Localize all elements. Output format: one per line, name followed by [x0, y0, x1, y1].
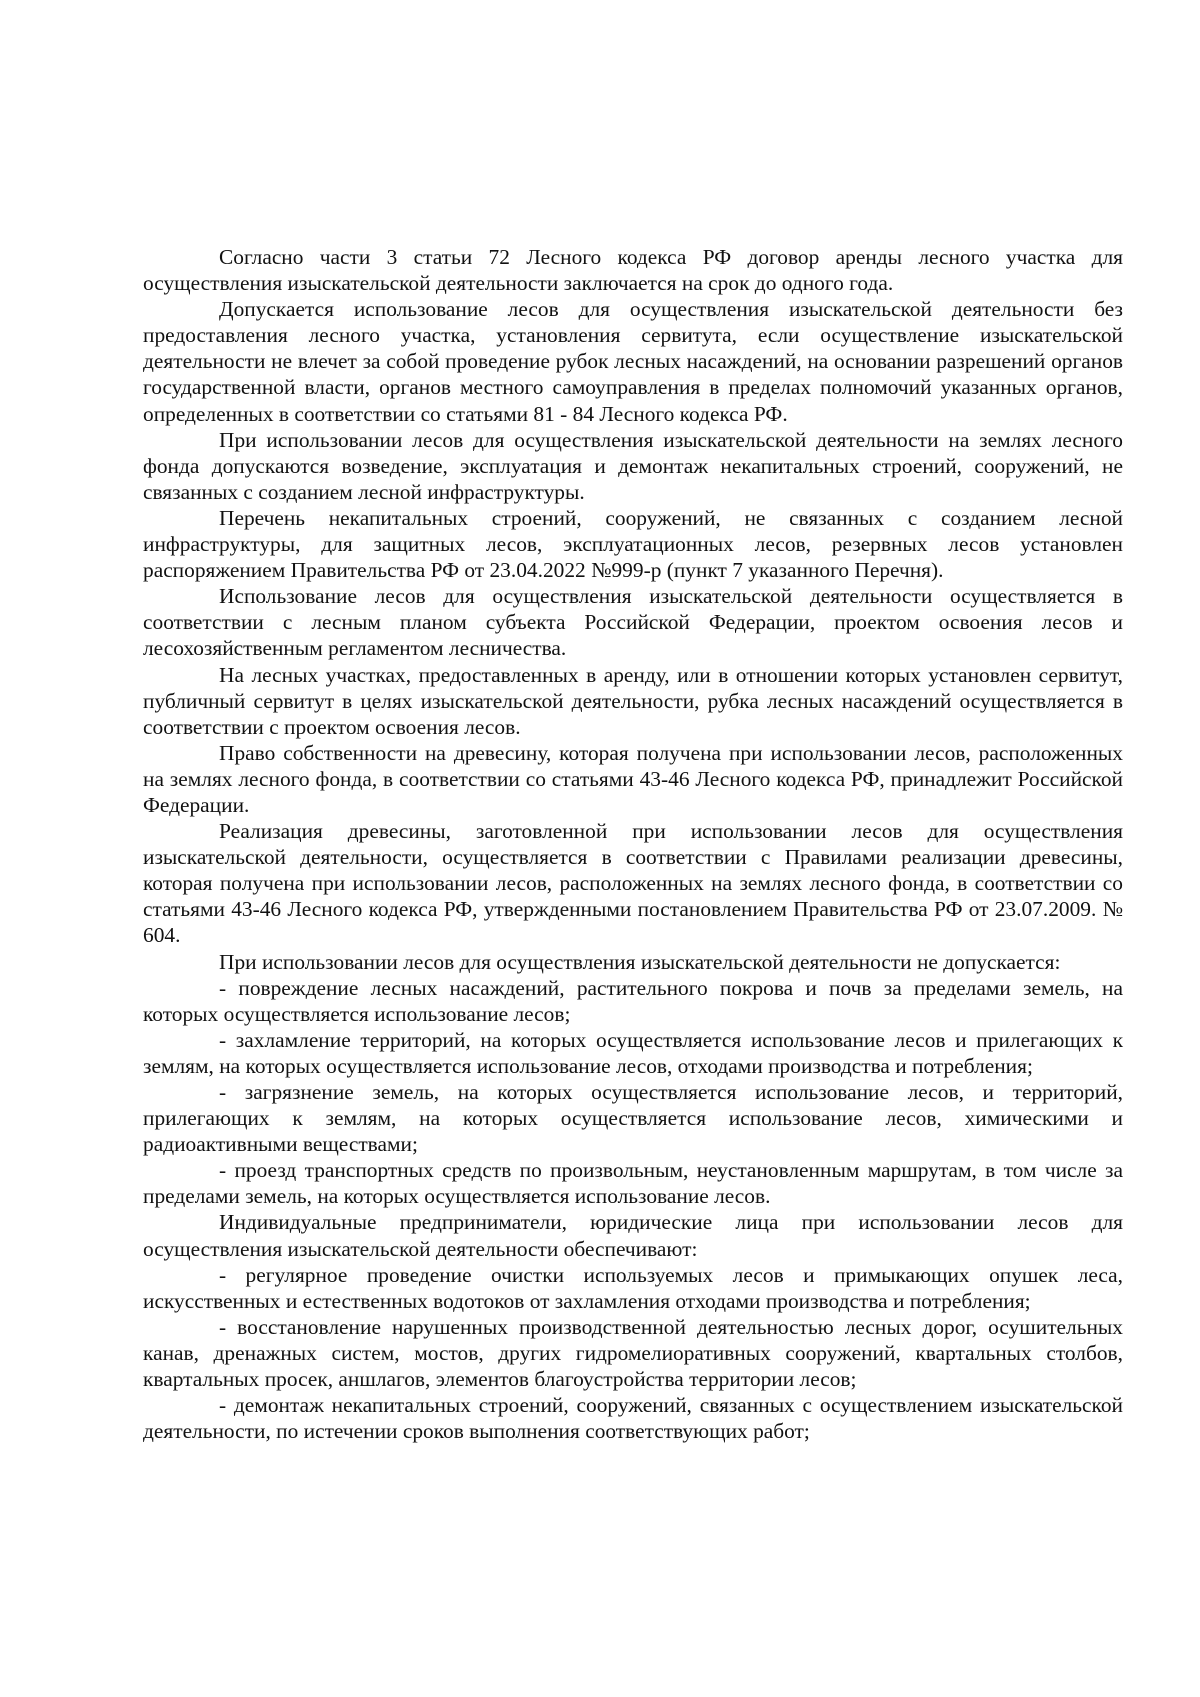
paragraph-prohibitions-intro: При использовании лесов для осуществления изыскательской деятельности не допускается: [219, 949, 1061, 974]
list-item-littering: - захламление территорий, на которых осуществляется использование лесов и прилегающих к землям, на которых осуществляется использование лесов, отходами производства и потребления; [143, 1027, 1123, 1078]
list-item-cleaning: - регулярное проведение очистки используемых лесов и примыкающих опушек леса, искусственных и естественных водотоков от захламления отходами производства и потребления; [143, 1262, 1123, 1313]
paragraph-lease-term: Согласно части 3 статьи 72 Лесного кодекса РФ договор аренды лесного участка для осуществления изыскательской деятельности заключается на срок до одного года. [143, 245, 1123, 296]
list-item-dismantling: - демонтаж некапитальных строений, сооружений, связанных с осуществлением изыскательской деятельности, по истечении сроков выполнения соответствующих работ; [143, 1393, 1123, 1444]
paragraph-obligations-intro: Индивидуальные предприниматели, юридические лица при использовании лесов для осуществления изыскательской деятельности обеспечивают: [143, 1210, 1123, 1261]
paragraph-timber-sale: Реализация древесины, заготовленной при использовании лесов для осуществления изыскательской деятельности, осуществляется в соответствии с Правилами реализации древесины, которая получена при использовании лесов, расположенных на землях лесного фонда, в соответствии со статьями 43-46 Лесного кодекса РФ, утвержденными постановлением Правительства РФ от 23.07.2009. № 604. [143, 819, 1123, 948]
paragraph-logging: На лесных участках, предоставленных в аренду, или в отношении которых установлен сервитут, публичный сервитут в целях изыскательской деятельности, рубка лесных насаждений осуществляется в соответствии с проектом освоения лесов. [143, 662, 1123, 739]
paragraph-structures-list: Перечень некапитальных строений, сооружений, не связанных с созданием лесной инфраструктуры, для защитных лесов, эксплуатационных лесов, резервных лесов установлен распоряжением Правительства РФ от 23.04.2022 №999-р (пункт 7 указанного Перечня). [143, 505, 1123, 583]
paragraph-temporary-structures: При использовании лесов для осуществления изыскательской деятельности на землях лесного фонда допускаются возведение, эксплуатация и демонтаж некапитальных строений, сооружений, не связанных с созданием лесной инфраструктуры. [143, 427, 1123, 504]
paragraph-timber-ownership: Право собственности на древесину, которая получена при использовании лесов, расположенных на землях лесного фонда, в соответствии со статьями 43-46 Лесного кодекса РФ, принадлежит Российской Федерации. [143, 740, 1123, 817]
list-item-restoration: - восстановление нарушенных производственной деятельностью лесных дорог, осушительных канав, дренажных систем, мостов, других гидромелиоративных сооружений, квартальных столбов, квартальных просек, аншлагов, элементов благоустройства территории лесов; [143, 1314, 1123, 1392]
paragraph-forest-plan: Использование лесов для осуществления изыскательской деятельности осуществляется в соответствии с лесным планом субъекта Российской Федерации, проектом освоения лесов и лесохозяйственным регламентом лесничества. [143, 584, 1123, 661]
paragraph-use-without-plot: Допускается использование лесов для осуществления изыскательской деятельности без предоставления лесного участка, установления сервитута, если осуществление изыскательской деятельности не влечет за собой проведение рубок лесных насаждений, на основании разрешений органов государственной власти, органов местного самоуправления в пределах полномочий указанных органов, определенных в соответствии со статьями 81 - 84 Лесного кодекса РФ. [143, 297, 1123, 426]
list-item-pollution: - загрязнение земель, на которых осуществляется использование лесов, и территорий, прилегающих к землям, на которых осуществляется использование лесов, химическими и радиоактивными веществами; [143, 1080, 1123, 1157]
list-item-vehicle-passage: - проезд транспортных средств по произвольным, неустановленным маршрутам, в том числе за пределами земель, на которых осуществляется использование лесов. [143, 1158, 1123, 1209]
list-item-damage: - повреждение лесных насаждений, растительного покрова и почв за пределами земель, на которых осуществляется использование лесов; [143, 975, 1123, 1026]
